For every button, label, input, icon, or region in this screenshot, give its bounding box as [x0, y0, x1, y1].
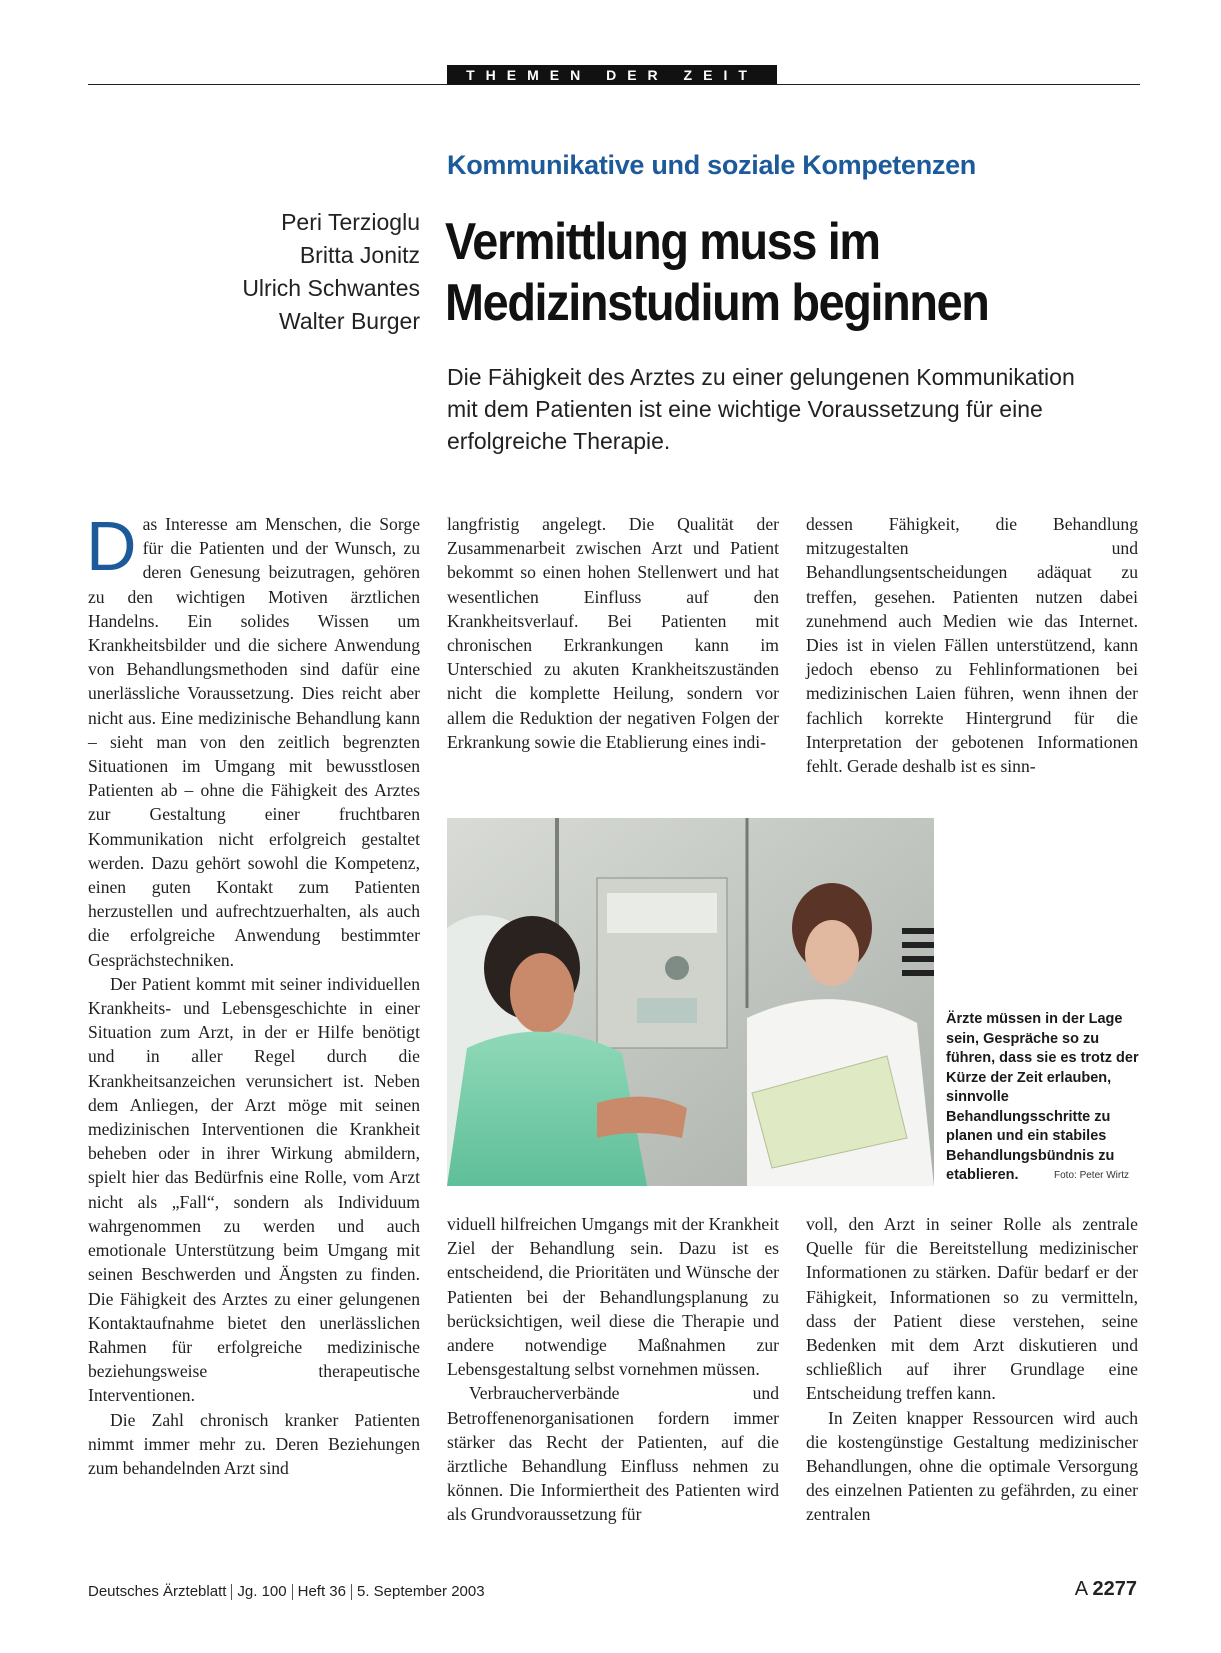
body-column-3-top [806, 512, 1138, 778]
author-name: Walter Burger [278, 308, 420, 334]
footer-divider [351, 1584, 352, 1600]
page-number [1075, 1578, 1137, 1601]
journal-issue: Heft 36 [297, 1583, 346, 1600]
page-number-value: 2277 [1092, 1578, 1137, 1600]
body-paragraph: Die Zahl chronisch kranker Patienten nimmt immer mehr zu. Deren Beziehungen zum behandelnden Arzt sind [88, 1409, 420, 1478]
drop-cap: D [86, 507, 137, 585]
photo-caption: Ärzte müssen in der Lage sein, Gespräche so zu führen, dass sie es trotz der Kürze der Zeit erlauben, sinnvolle Behandlungsschritte zu planen und ein stabiles Behandlungsbündnis zu etablieren. [946, 1011, 1139, 1183]
photo-credit: Foto: Peter Wirtz [1054, 1170, 1130, 1181]
body-paragraph: langfristig angelegt. Die Qualität der Zusammenarbeit zwischen Arzt und Patient bekommt so einen hohen Stellenwert und hat wesentlichen Einfluss auf den Krankheitsverlauf. Bei Patienten mit chronischen Erkrankungen kann im Unterschied zu akuten Krankheitszuständen nicht die komplette Heilung, sondern vor allem die Reduktion der negativen Folgen der Erkrankung sowie die Etablierung eines indi- [447, 514, 779, 752]
page-prefix: A [1074, 1578, 1087, 1600]
body-paragraph: dessen Fähigkeit, die Behandlung mitzugestalten und Behandlungsentscheidungen adäquat zu treffen, gesehen. Patienten nutzen dabei zunehmend auch Medien wie das Internet. Dies ist in vielen Fällen unterstützend, kann jedoch ebenso zu Fehlinformationen bei medizinischen Laien führen, wenn ihnen der fachlich korrekte Hintergrund für die Interpretation der gebotenen Informationen fehlt. Gerade deshalb ist es sinn- [806, 514, 1138, 777]
body-paragraph: voll, den Arzt in seiner Rolle als zentrale Quelle für die Bereitstellung medizinischer Informationen zu stärken. Dafür bedarf er der Fähigkeit, Informationen so zu vermitteln, dass der Patient diese verstehen, seine Bedenken mit dem Arzt diskutieren und schließlich auf ihrer Grundlage eine Entscheidung treffen kann. [806, 1214, 1138, 1404]
body-paragraph: In Zeiten knapper Ressourcen wird auch die kostengünstige Gestaltung medizinischer Behandlungen, ohne die optimale Versorgung des einzelnen Patienten zu gefährden, zu einer zentralen [806, 1407, 1138, 1525]
article-headline [445, 212, 1075, 334]
body-column-2-bottom [447, 1212, 779, 1527]
author-name: Peri Terzioglu [281, 209, 420, 235]
article-kicker: Kommunikative und soziale Kompetenzen [447, 150, 976, 180]
headline-line: Vermittlung muss im [445, 213, 880, 271]
journal-name: Deutsches Ärzteblatt [88, 1583, 227, 1600]
body-column-2-top [447, 512, 779, 754]
article-lead: Die Fähigkeit des Arztes zu einer gelungenen Kommunikation mit dem Patienten ist eine wichtige Voraussetzung für eine erfolgreiche Therapie. [447, 364, 1075, 454]
body-column-3-bottom [806, 1212, 1138, 1527]
body-paragraph: viduell hilfreichen Umgangs mit der Krankheit Ziel der Behandlung sein. Dazu ist es entscheidend, die Prioritäten und Wünsche der Patienten bei der Behandlungsplanung zu berücksichtigen, weil diese die Therapie und andere notwendige Maßnahmen zur Lebensgestaltung selbst vornehmen müssen. [447, 1214, 779, 1380]
article-photo [447, 818, 934, 1186]
footer-divider [231, 1584, 232, 1600]
body-paragraph: Das Interesse am Menschen, die Sorge für die Patienten und der Wunsch, zu deren Genesung beizutragen, gehören zu den wichtigen Motiven ärztlichen Handelns. Ein solides Wissen um Krankheitsbilder und die sichere Anwendung von Behandlungsmethoden sind dafür eine unerlässliche Voraussetzung. Dies reicht aber nicht aus. Eine medizinische Behandlung kann – sieht man von den zeitlich begrenzten Situationen im Umgang mit bewusstlosen Patienten ab – ohne die Fähigkeit des Arztes zur Gestaltung einer fruchtbaren Kommunikation nicht erfolgreich gestaltet werden. Dazu gehört sowohl die Kompetenz, einen guten Kontakt zum Patienten herzustellen und aufrechtzuerhalten, als auch die erfolgreiche Anwendung bestimmter Gesprächstechniken. [86, 507, 420, 970]
issue-date: 5. September 2003 [357, 1583, 485, 1600]
journal-volume: Jg. 100 [237, 1583, 287, 1600]
footer-divider [292, 1584, 293, 1600]
body-column-1 [86, 507, 420, 1480]
headline-line: Medizinstudium beginnen [445, 274, 989, 332]
section-tag: THEMEN DER ZEIT [447, 65, 777, 85]
page-footer [88, 1583, 485, 1600]
author-name: Britta Jonitz [299, 242, 420, 268]
author-name: Ulrich Schwantes [242, 275, 420, 301]
body-paragraph: Der Patient kommt mit seiner individuellen Krankheits- und Lebensgeschichte in einer Situation zum Arzt, in der er Hilfe benötigt und in aller Regel durch die Krankheitsanzeichen verunsichert ist. Neben dem Anliegen, der Arzt möge mit seinen medizinischen Interventionen die Krankheit beheben oder in ihrer Wirkung abmildern, spielt hier das Bedürfnis eine Rolle, vom Arzt nicht als „Fall“, sondern als Individuum wahrgenommen zu werden und auch emotionale Unterstützung beim Umgang mit seinen Beschwerden und Ängsten zu finden. Die Fähigkeit des Arztes zu einer gelungenen Kontaktaufnahme bietet den unerlässlichen Rahmen für erfolgreiche medizinische beziehungsweise therapeutische Interventionen. [88, 973, 420, 1406]
body-paragraph: Verbraucherverbände und Betroffenenorganisationen fordern immer stärker das Recht der Patienten, auf die ärztliche Behandlung Einfluss nehmen zu können. Die Informiertheit des Patienten wird als Grundvoraussetzung für [447, 1383, 779, 1525]
author-list [150, 206, 420, 338]
